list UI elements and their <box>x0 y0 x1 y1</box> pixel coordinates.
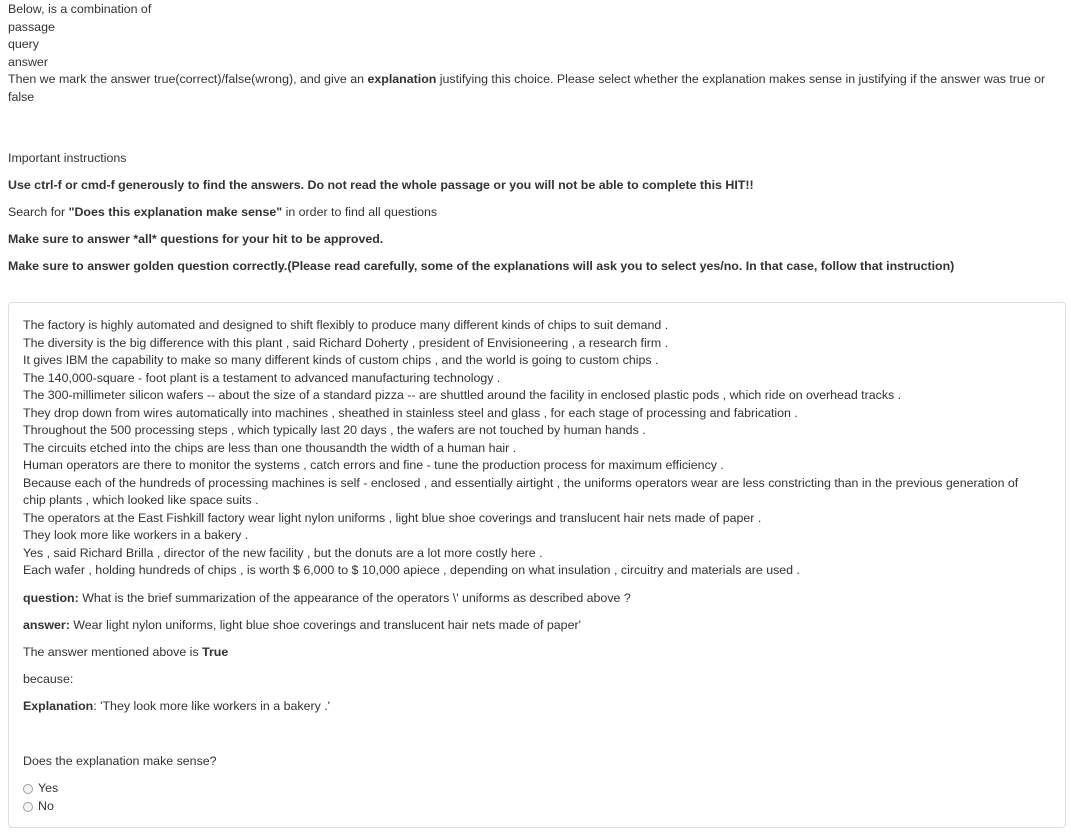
intro-line: query <box>8 37 39 52</box>
answer-text: Wear light nylon uniforms, light blue shoe coverings and translucent hair nets made of paper' <box>69 618 581 632</box>
option-no[interactable] <box>23 798 54 815</box>
instructions-title: Important instructions <box>8 151 127 165</box>
instruction-search-bold: "Does this explanation make sense" <box>68 205 283 219</box>
question-panel <box>8 302 1066 828</box>
passage-sentence: Each wafer , holding hundreds of chips , is worth $ 6,000 to $ 10,000 apiece , depending on what insulation , circuitry and materials are used . <box>23 563 800 577</box>
answer-label: answer: <box>23 618 70 632</box>
passage-sentence: They drop down from wires automatically into machines , sheathed in stainless steel and glass , for each stage of processing and fabrication . <box>23 405 798 420</box>
passage <box>23 317 1023 580</box>
passage-sentence: They look more like workers in a bakery . <box>23 528 249 542</box>
intro-mark-bold: explanation <box>367 72 437 87</box>
explanation-label: Explanation <box>23 699 94 713</box>
instruction-search-prefix: Search for <box>8 205 69 219</box>
explanation-line <box>23 698 1043 715</box>
passage-sentence: Because each of the hundreds of processing machines is self - enclosed , and essentially airtight , the uniforms operators wear are less constricting than in the previous generation of chip plants , which looked like space suits . <box>23 475 1019 507</box>
because-label: because: <box>23 672 74 686</box>
option-yes-label[interactable]: Yes <box>38 781 59 795</box>
passage-sentence: The diversity is the big difference with this plant , said Richard Doherty , president of Envisioneering , a research firm . <box>23 335 669 350</box>
option-yes[interactable] <box>23 780 58 797</box>
question-label: question: <box>23 591 79 605</box>
passage-sentence: Human operators are there to monitor the systems , catch errors and fine - tune the production process for maximum efficiency . <box>23 458 724 472</box>
verdict-prefix: The answer mentioned above is <box>23 645 203 659</box>
instruction-ctrl-f <box>8 177 1064 194</box>
instruction-answer-all-text: Make sure to answer *all* questions for your hit to be approved. <box>8 232 384 246</box>
intro-mark-prefix: Then we mark the answer true(correct)/false(wrong), and give an <box>8 72 368 87</box>
instruction-answer-all <box>8 231 1064 248</box>
radio-no[interactable] <box>23 802 33 812</box>
instruction-search <box>8 204 1064 221</box>
passage-sentence: It gives IBM the capability to make so many different kinds of custom chips , and the world is going to custom chips . <box>23 353 659 367</box>
intro-block <box>8 1 1064 107</box>
intro-line: Below, is a combination of <box>8 2 152 16</box>
instruction-golden <box>8 258 1064 275</box>
instruction-ctrl-f-text: Use ctrl-f or cmd-f generously to find the answers. Do not read the whole passage or you will not be able to complete this HIT!! <box>8 178 754 192</box>
sense-prompt: Does the explanation make sense? <box>23 754 217 768</box>
answer-line <box>23 617 1043 634</box>
instruction-golden-text: Make sure to answer golden question correctly.(Please read carefully, some of the explanations will ask you to select yes/no. In that case, follow that instruction) <box>8 259 955 273</box>
passage-sentence: The factory is highly automated and designed to shift flexibly to produce many different kinds of chips to suit demand . <box>23 318 669 332</box>
explanation-text: : 'They look more like workers in a bakery .' <box>93 699 331 713</box>
passage-sentence: Throughout the 500 processing steps , which typically last 20 days , the wafers are not touched by human hands . <box>23 423 646 437</box>
instruction-search-suffix: in order to find all questions <box>282 205 438 219</box>
verdict-line <box>23 644 1043 661</box>
passage-sentence: The circuits etched into the chips are less than one thousandth the width of a human hair . <box>23 440 517 455</box>
intro-mark-suffix: justifying this choice. Please select whether the explanation makes sense in justifying if the answer was true or false <box>8 72 1046 104</box>
passage-sentence: The 300-millimeter silicon wafers -- about the size of a standard pizza -- are shuttled around the facility in enclosed plastic pods , which ride on overhead tracks . <box>23 388 902 402</box>
question-line <box>23 590 1043 607</box>
passage-sentence: Yes , said Richard Brilla , director of the new facility , but the donuts are a lot more costly here . <box>23 545 543 560</box>
option-no-label[interactable]: No <box>38 799 54 813</box>
instructions-block <box>8 150 1064 275</box>
radio-yes[interactable] <box>23 784 33 794</box>
intro-line: answer <box>8 54 48 69</box>
intro-mark-text <box>8 71 1064 106</box>
question-text: What is the brief summarization of the appearance of the operators \' uniforms as described above ? <box>78 591 631 605</box>
intro-line: passage <box>8 19 55 34</box>
verdict-value: True <box>202 645 229 659</box>
passage-sentence: The 140,000-square - foot plant is a testament to advanced manufacturing technology . <box>23 370 501 385</box>
passage-sentence: The operators at the East Fishkill factory wear light nylon uniforms , light blue shoe coverings and translucent hair nets made of paper . <box>23 510 762 525</box>
